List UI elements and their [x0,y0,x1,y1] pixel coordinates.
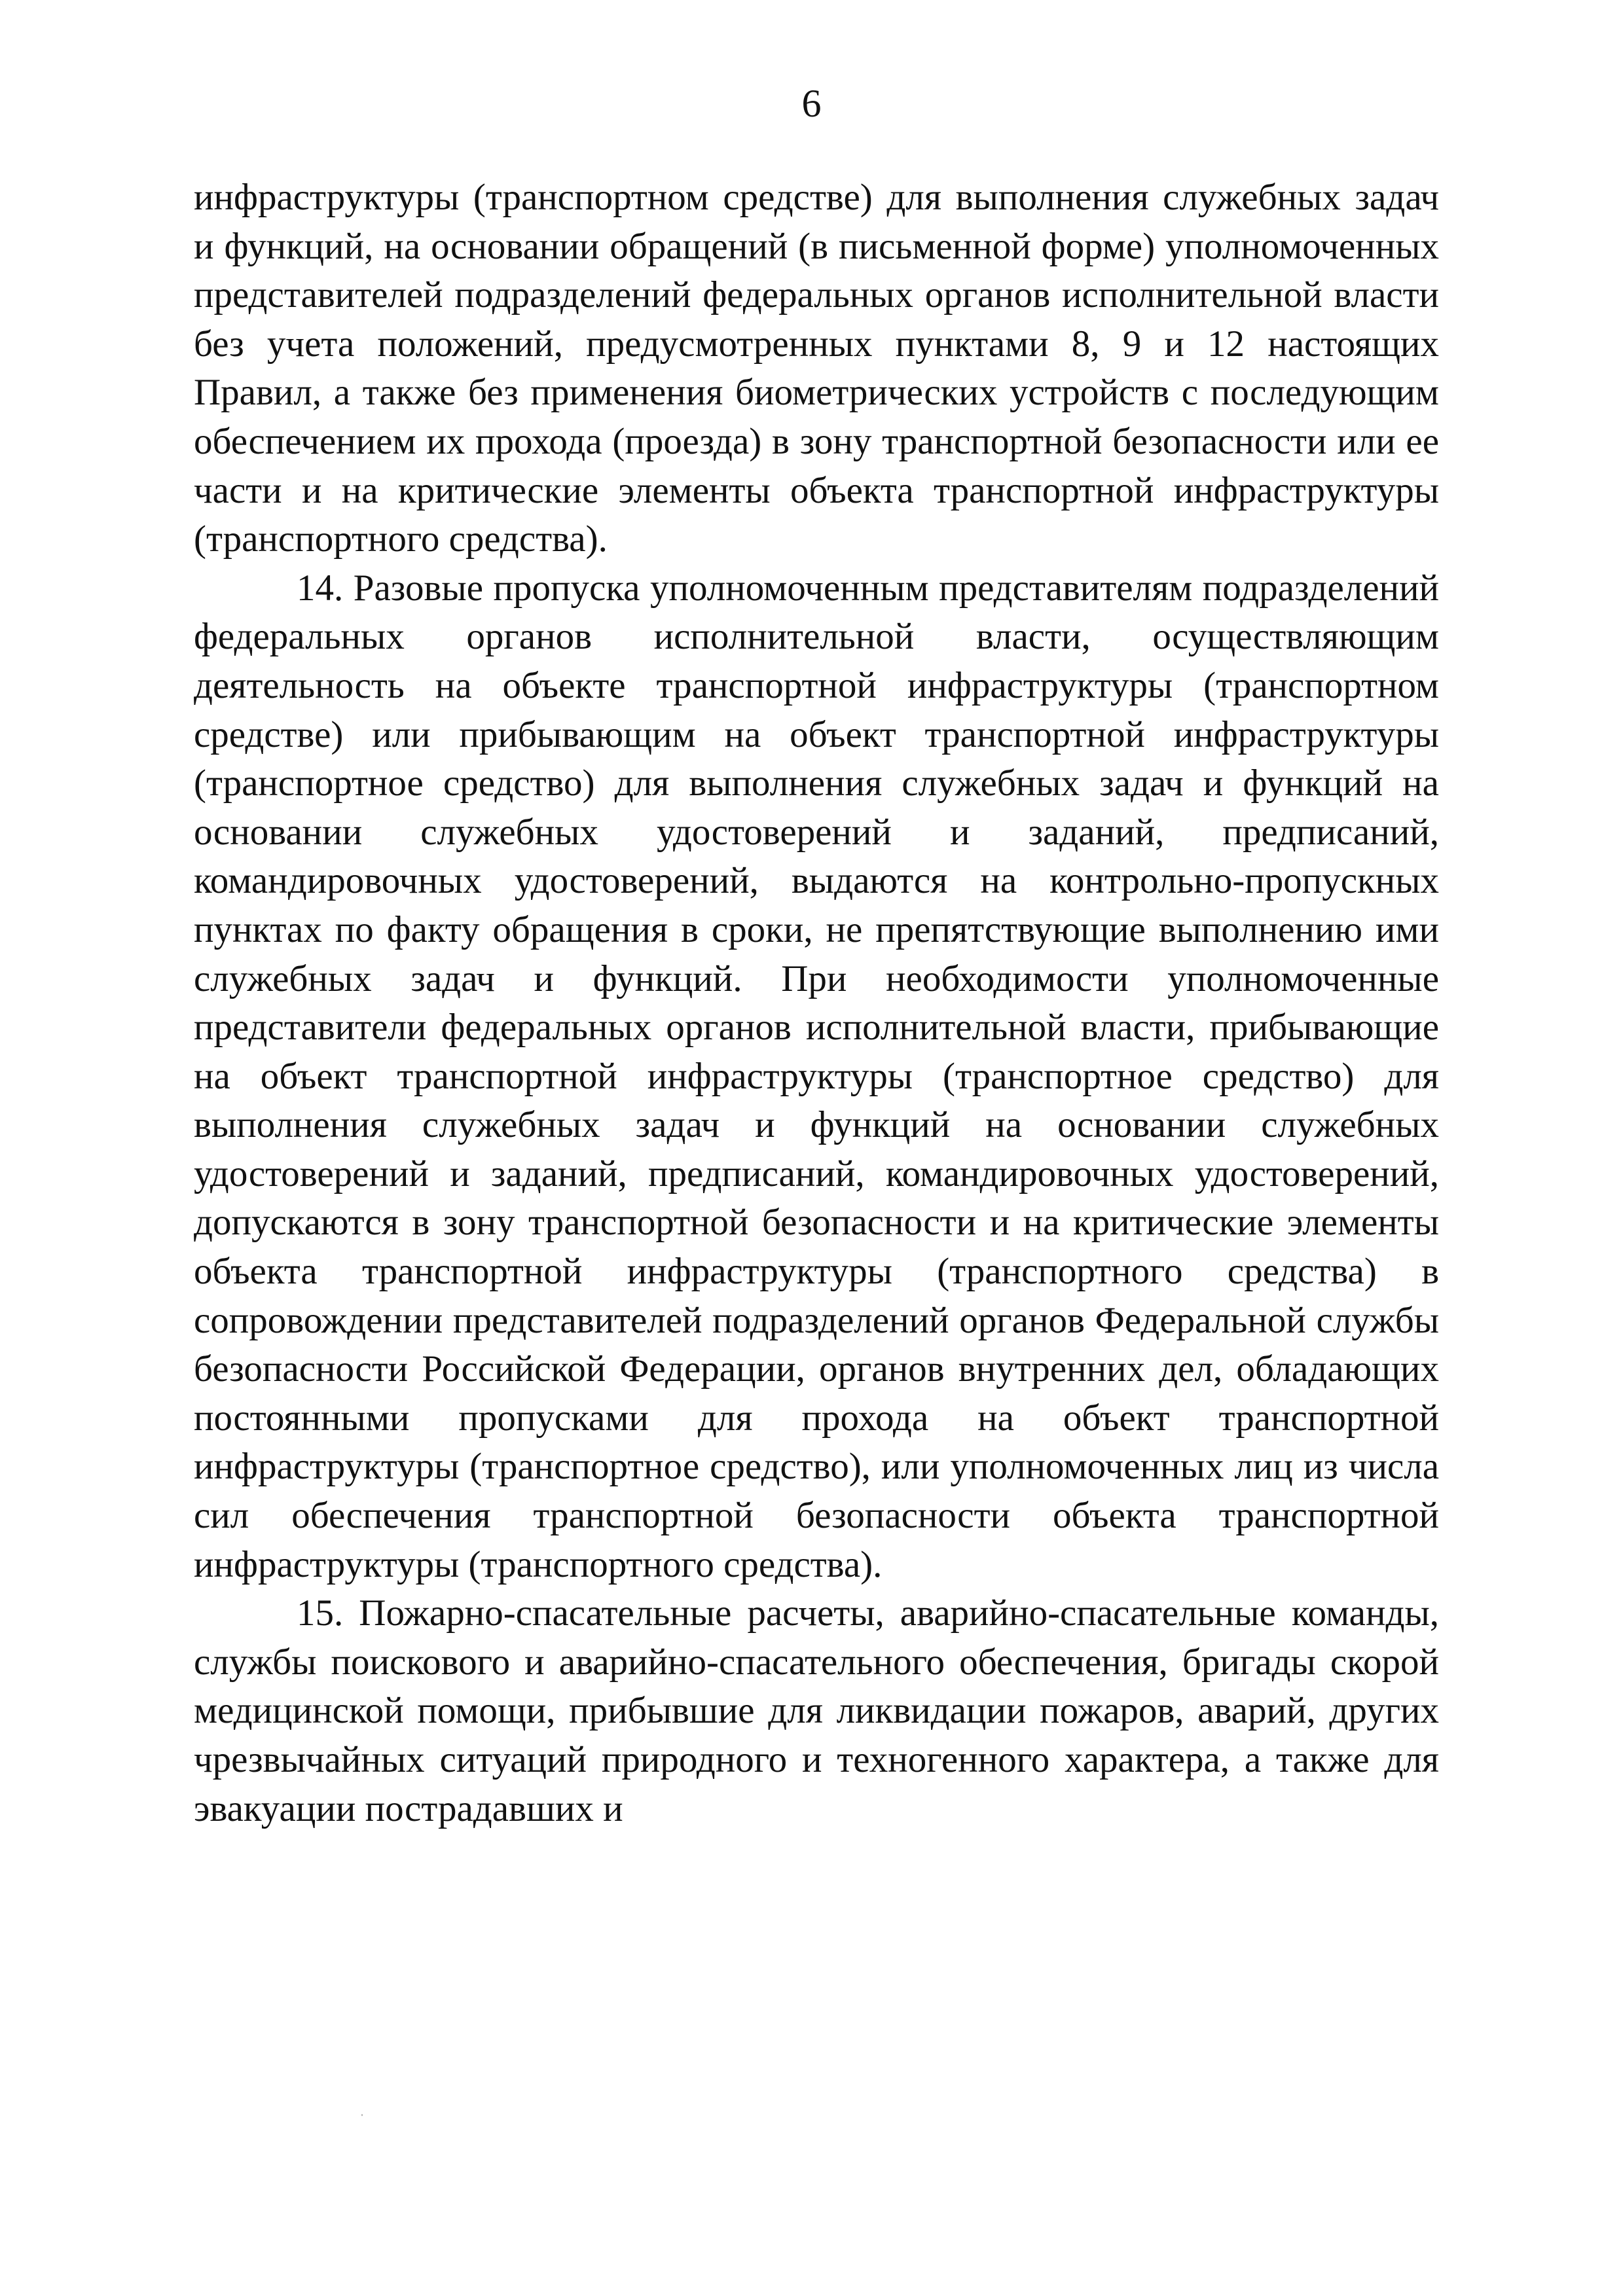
document-body [194,173,1439,1833]
paragraph-item-15: 15. Пожарно-спасательные расчеты, аварийно-спасательные команды, службы поискового и аварийно-спасательного обеспечения, бригады скорой медицинской помощи, прибывшие для ликвидации пожаров, аварий, других чрезвычайных ситуаций природного и техногенного характера, а также для эвакуации пострадавших и [194,1592,1439,1829]
paragraph-continuation: инфраструктуры (транспортном средстве) для выполнения служебных задач и функций, на основании обращений (в письменной форме) уполномоченных представителей подразделений федеральных органов исполнительной власти без учета положений, предусмотренных пунктами 8, 9 и 12 настоящих Правил, а также без применения биометрических устройств с последующим обеспечением их прохода (проезда) в зону транспортной безопасности или ее части и на критические элементы объекта транспортной инфраструктуры (транспортного средства). [194,177,1439,560]
page-number: 6 [801,82,822,125]
scan-artifact-dot [361,2114,363,2116]
paragraph-item-14: 14. Разовые пропуска уполномоченным представителям подразделений федеральных органов исполнительной власти, осуществляющим деятельность на объекте транспортной инфраструктуры (транспортном средстве) или прибывающим на объект транспортной инфраструктуры (транспортное средство) для выполнения служебных задач и функций на основании служебных удостоверений и заданий, предписаний, командировочных удостоверений, выдаются на контрольно-пропускных пунктах по факту обращения в сроки, не препятствующие выполнению ими служебных задач и функций. При необходимости уполномоченные представители федеральных органов исполнительной власти, прибывающие на объект транспортной инфраструктуры (транспортное средство) для выполнения служебных задач и функций на основании служебных удостоверений и заданий, предписаний, командировочных удостоверений, допускаются в зону транспортной безопасности и на критические элементы объекта транспортной инфраструктуры (транспортного средства) в сопровождении представителей подразделений органов Федеральной службы безопасности Российской Федерации, органов внутренних дел, обладающих постоянными пропусками для прохода на объект транспортной инфраструктуры (транспортное средство), или уполномоченных лиц из числа сил обеспечения транспортной безопасности объекта транспортной инфраструктуры (транспортного средства). [194,567,1439,1585]
